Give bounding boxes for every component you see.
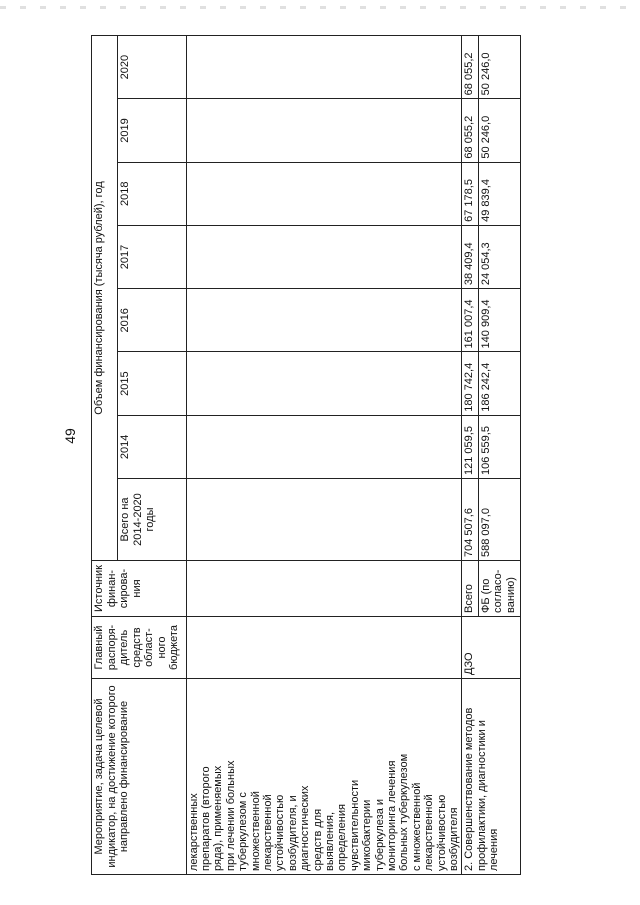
page-number: 49 bbox=[62, 428, 78, 444]
continued-activity-text: лекарственных препаратов (второго ряда), применяемых при лечении больных туберкулезом с множественной лекарственной устойчивостью возбудителя, и диагностических средств для выявления, определения чувствительности микобактерии туберкулеза и мониторинга лечения больных туберкулезом с множественной лекарственной устойчивостью возбудителя bbox=[186, 679, 462, 875]
header-source: Источник финан-сирова-ния bbox=[92, 561, 187, 617]
empty-cell bbox=[186, 289, 462, 352]
value-cell: 24 054,3 bbox=[478, 225, 520, 288]
value-cell: 140 909,4 bbox=[478, 289, 520, 352]
table-row bbox=[462, 36, 478, 875]
value-cell: 68 055,2 bbox=[462, 36, 478, 99]
header-row bbox=[92, 36, 118, 875]
empty-cell bbox=[186, 479, 462, 561]
funding-table bbox=[91, 35, 521, 875]
header-year: 2016 bbox=[118, 289, 186, 352]
table-row bbox=[186, 36, 462, 875]
header-activity: Мероприятие, задача целевой индикатор, на достижение которого направлено финансирование bbox=[92, 679, 187, 875]
header-manager: Главный распоря-дитель средств област-ного бюджета bbox=[92, 617, 187, 679]
value-cell: 38 409,4 bbox=[462, 225, 478, 288]
header-total: Всего на 2014-2020 годы bbox=[118, 479, 186, 561]
scan-artifact bbox=[0, 6, 640, 9]
empty-cell bbox=[186, 617, 462, 679]
value-cell: 186 242,4 bbox=[478, 352, 520, 415]
header-year: 2017 bbox=[118, 225, 186, 288]
value-cell: 67 178,5 bbox=[462, 162, 478, 225]
empty-cell bbox=[186, 415, 462, 478]
empty-cell bbox=[186, 352, 462, 415]
empty-cell bbox=[186, 162, 462, 225]
value-cell: 161 007,4 bbox=[462, 289, 478, 352]
value-cell: 68 055,2 bbox=[462, 99, 478, 162]
source-cell: ФБ (по согласо-ванию) bbox=[478, 561, 520, 617]
header-funding: Объем финансирования (тысяча рублей), год bbox=[92, 36, 118, 561]
header-year: 2020 bbox=[118, 36, 186, 99]
value-cell: 121 059,5 bbox=[462, 415, 478, 478]
value-cell: 50 246,0 bbox=[478, 99, 520, 162]
value-cell: 49 839,4 bbox=[478, 162, 520, 225]
activity-cell: 2. Совершенствование методов профилактики, диагностики и лечения bbox=[462, 679, 521, 875]
value-cell: 106 559,5 bbox=[478, 415, 520, 478]
value-cell: 180 742,4 bbox=[462, 352, 478, 415]
header-year: 2019 bbox=[118, 99, 186, 162]
manager-cell: ДЗО bbox=[462, 617, 521, 679]
value-cell: 50 246,0 bbox=[478, 36, 520, 99]
empty-cell bbox=[186, 225, 462, 288]
header-year: 2018 bbox=[118, 162, 186, 225]
empty-cell bbox=[186, 99, 462, 162]
empty-cell bbox=[186, 561, 462, 617]
rotated-page bbox=[91, 35, 521, 875]
header-year: 2014 bbox=[118, 415, 186, 478]
source-cell: Всего bbox=[462, 561, 478, 617]
header-year: 2015 bbox=[118, 352, 186, 415]
total-cell: 588 097,0 bbox=[478, 479, 520, 561]
empty-cell bbox=[186, 36, 462, 99]
total-cell: 704 507,6 bbox=[462, 479, 478, 561]
